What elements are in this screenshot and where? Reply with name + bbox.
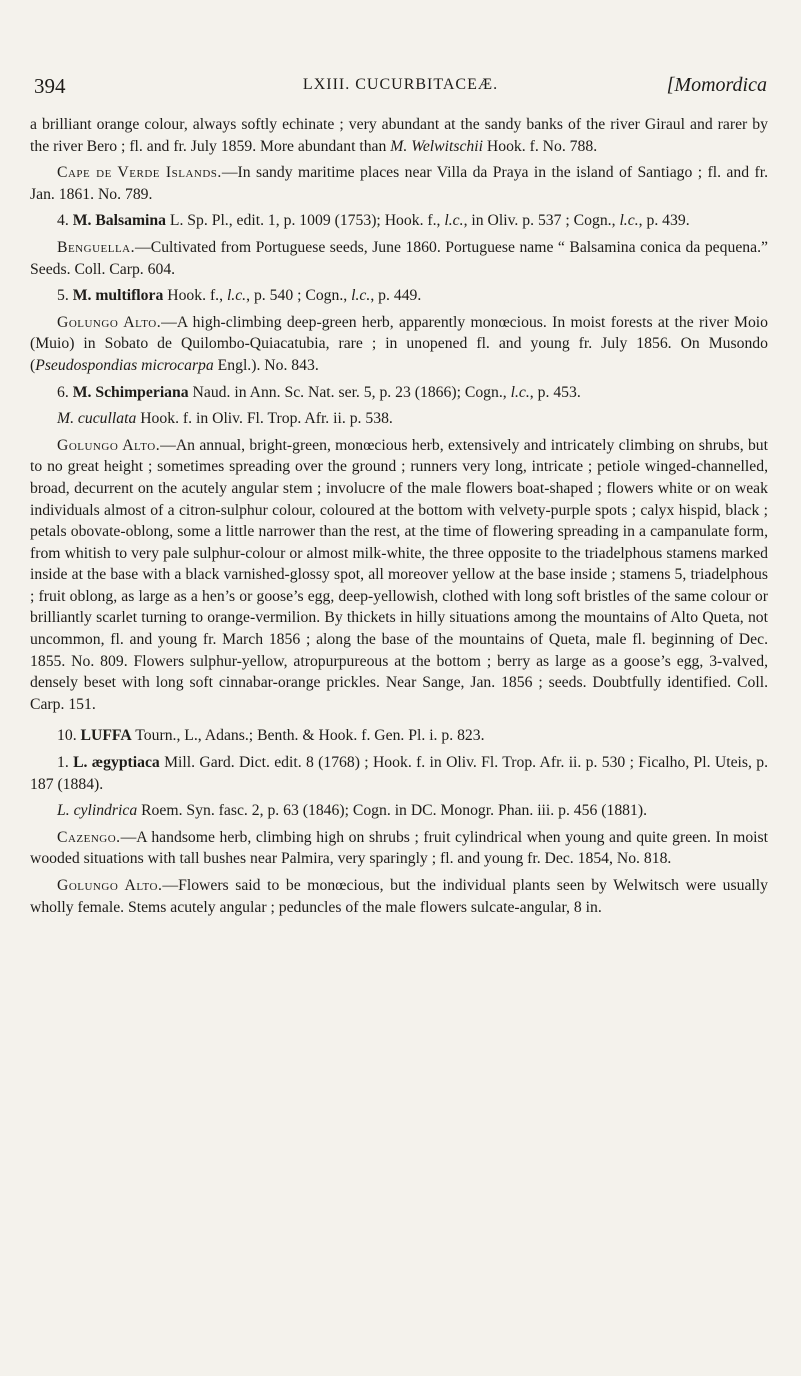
species-entry: 4. M. Balsamina L. Sp. Pl., edit. 1, p. 1009 (1753); Hook. f., l.c., in Oliv. p. 537 ; Cogn., l.c., p. 439.	[57, 212, 690, 230]
page-number: 394	[34, 74, 66, 98]
paragraph-locality: Cazengo.—A handsome herb, climbing high on shrubs ; fruit cylindrical when young and quite green. In moist wooded situations with tall bushes near Palmira, very sparingly ; fl. and young fr. Dec. 1854, No. 818.	[30, 828, 768, 868]
page-header	[30, 74, 771, 102]
synonym-entry: M. cucullata Hook. f. in Oliv. Fl. Trop. Afr. ii. p. 538.	[57, 410, 393, 428]
paragraph-locality: Golungo Alto.—A high-climbing deep-green herb, apparently monœcious. In moist forests at the river Moio (Muio) in Sobato de Quilombo-Quiacatubia, rare ; in unopened fl. and young fr. July 1856. On Musondo (Pseudospondias microcarpa Engl.). No. 843.	[30, 313, 769, 374]
paragraph-locality: Golungo Alto.—An annual, bright-green, monœcious herb, extensively and intricately climbing on shrubs, but to no great height ; sometimes spreading over the ground ; runners very long, intricate ; petiole winged-channelled, broad, decurrent on the acutely angular stem ; involucre of the male flowers boat-shaped ; flowers white or on weak individuals almost of a citron-sulphur colour, coloured at the bottom with velvety-purple spots ; calyx hispid, black ; petals obovate-oblong, some a little narrower than the rest, at the time of flowering spreading in a campanulate form, from whitish to very pale sulphur-colour or almost milk-white, the three opposite to the triadelphous stamens marked inside at the base with a black varnished-glossy spot, all moreover yellow at the base inside ; stamens 5, triadelphous ; fruit oblong, as large as a hen’s or goose’s egg, deep-yellowish, clothed with long soft bristles of the same colour or brilliantly scarlet turning to orange-vermilion. By thickets in hilly situations among the mountains of Alto Queta, not uncommon, fl. and young fr. March 1856 ; along the base of the mountains of Queta, male fl. beginning of Dec. 1855. No. 809. Flowers sulphur-yellow, atropurpureous at the bottom ; berry as large as a goose’s egg, 3-valved, densely beset with long soft cinnabar-orange prickles. Near Sange, Jan. 1856 ; seeds. Doubtfully identified. Coll. Carp. 151.	[30, 436, 768, 713]
species-entry: 6. M. Schimperiana Naud. in Ann. Sc. Nat. ser. 5, p. 23 (1866); Cogn., l.c., p. 453.	[57, 383, 581, 401]
paragraph-locality: Cape de Verde Islands.—In sandy maritime places near Villa da Praya in the island of Santiago ; fl. and fr. Jan. 1861. No. 789.	[30, 164, 768, 203]
paragraph-locality: Benguella.—Cultivated from Portuguese seeds, June 1860. Portuguese name “ Balsamina conica da pequena.” Seeds. Coll. Carp. 604.	[30, 238, 768, 278]
page-body	[30, 114, 768, 923]
species-entry: 1. L. ægyptiaca Mill. Gard. Dict. edit. 8 (1768) ; Hook. f. in Oliv. Fl. Trop. Afr. ii. p. 530 ; Ficalho, Pl. Uteis, p. 187 (1884).	[30, 754, 769, 793]
running-genus: [Momordica	[666, 74, 767, 96]
species-entry: 5. M. multiflora Hook. f., l.c., p. 540 ; Cogn., l.c., p. 449.	[57, 287, 422, 305]
paragraph-description: a brilliant orange colour, always softly echinate ; very abundant at the sandy banks of the river Giraul and rarer by the river Bero ; fl. and fr. July 1859. More abundant than M. Welwitschii Hook. f. No. 788.	[30, 116, 768, 155]
paragraph-locality: Golungo Alto.—Flowers said to be monœcious, but the individual plants seen by Welwitsch were usually wholly female. Stems acutely angular ; peduncles of the male flowers sulcate-angular, 8 in.	[30, 877, 768, 916]
genus-entry: 10. LUFFA Tourn., L., Adans.; Benth. & Hook. f. Gen. Pl. i. p. 823.	[57, 727, 485, 745]
running-title: LXIII. CUCURBITACEÆ.	[302, 76, 499, 93]
synonym-entry: L. cylindrica Roem. Syn. fasc. 2, p. 63 (1846); Cogn. in DC. Monogr. Phan. iii. p. 456 (1881).	[57, 802, 647, 820]
